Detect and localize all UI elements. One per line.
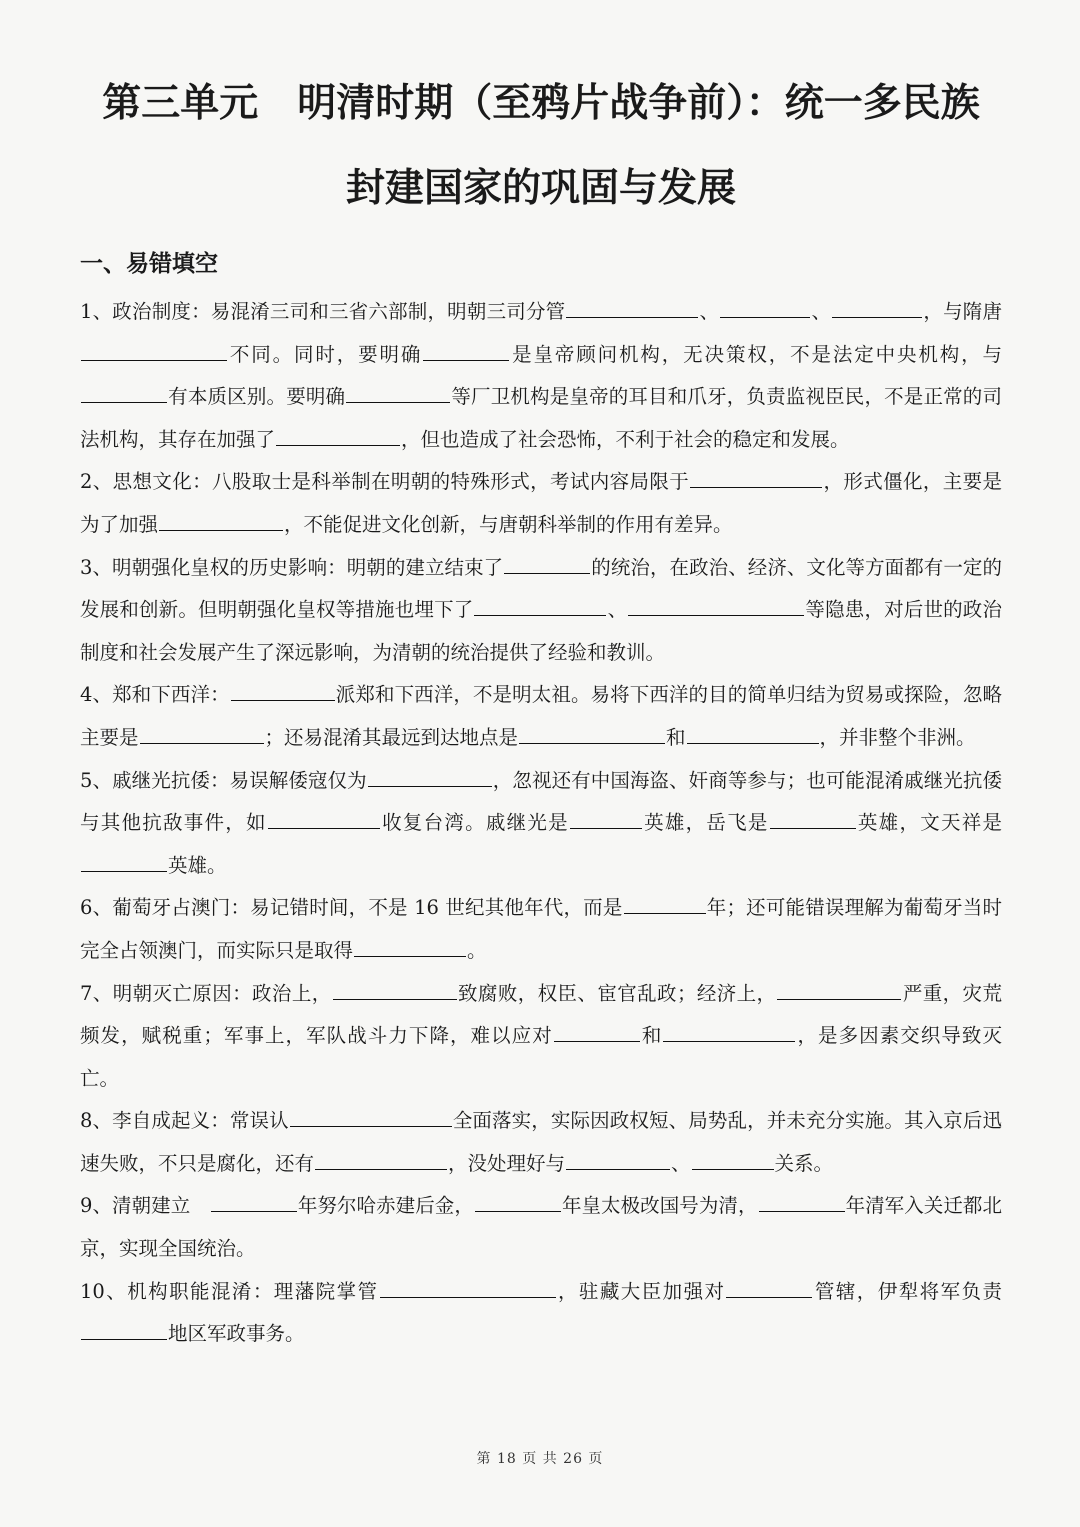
blank[interactable]	[231, 678, 335, 701]
question-10: 10、机构职能混淆：理藩院掌管 ，驻藏大臣加强对 管辖，伊犁将军负责地区军政事务。	[80, 1271, 1002, 1356]
blank[interactable]	[554, 1019, 640, 1042]
blank[interactable]	[770, 806, 856, 829]
blank[interactable]	[315, 1146, 447, 1169]
question-2: 2、思想文化：八股取士是科举制在明朝的特殊形式，考试内容局限于 ，形式僵化，主要是为了加强 ，不能促进文化创新，与唐朝科举制的作用有差异。	[80, 461, 1002, 546]
blank[interactable]	[628, 593, 804, 616]
question-7: 7、明朝灭亡原因：政治上， 致腐败，权臣、宦官乱政；经济上， 严重，灾荒频发，赋税重；军事上，军队战斗力下降，难以应对 和 ，是多因素交织导致灭亡。	[80, 973, 1002, 1101]
page-title-line-1: 第三单元 明清时期（至鸦片战争前）：统一多民族	[102, 81, 980, 126]
page-footer: 第 18 页 共 26 页	[476, 1451, 604, 1467]
blank[interactable]	[333, 976, 457, 999]
blank[interactable]	[692, 1146, 774, 1169]
blank[interactable]	[140, 721, 264, 744]
blank[interactable]	[726, 1274, 812, 1297]
blank[interactable]	[81, 1317, 167, 1340]
question-4: 4、郑和下西洋： 派郑和下西洋，不是明太祖。易将下西洋的目的简单归结为贸易或探险，忽略主要是 ；还易混淆其最远到达地点是 和 ，并非整个非洲。	[80, 674, 1002, 759]
blank[interactable]	[81, 848, 167, 871]
blank[interactable]	[759, 1189, 845, 1212]
blank[interactable]	[624, 891, 706, 914]
blank[interactable]	[290, 1104, 452, 1127]
blank[interactable]	[81, 337, 227, 360]
blank[interactable]	[570, 806, 642, 829]
blank[interactable]	[720, 295, 810, 318]
question-9: 9、清朝建立 年努尔哈赤建后金， 年皇太极改国号为清， 年清军入关迁都北京，实现全国统治。	[80, 1185, 1002, 1270]
question-6: 6、葡萄牙占澳门：易记错时间，不是 16 世纪其他年代，而是 年；还可能错误理解为葡萄牙当时完全占领澳门，而实际只是取得 。	[80, 887, 1002, 972]
blank[interactable]	[346, 380, 450, 403]
page-title-line-2: 封建国家的巩固与发展	[345, 166, 736, 211]
blank[interactable]	[354, 933, 466, 956]
blank[interactable]	[423, 337, 509, 360]
blank[interactable]	[777, 976, 901, 999]
section-heading: 一、易错填空	[80, 251, 218, 277]
question-1: 1、政治制度：易混淆三司和三省六部制，明朝三司分管 、 、 ，与隋唐不同。同时，要明确 是皇帝顾问机构，无决策权，不是法定中央机构，与有本质区别。要明确 等厂卫机构是皇帝的耳目和爪牙，负责监视臣民，不是正常的司法机构，其存在加强了 ，但也造成了社会恐怖，不利于社会的稳定和发展。	[80, 291, 1002, 461]
blank[interactable]	[368, 763, 492, 786]
blank[interactable]	[475, 1189, 561, 1212]
blank[interactable]	[690, 465, 822, 488]
blank[interactable]	[474, 593, 606, 616]
blank[interactable]	[687, 721, 819, 744]
blank[interactable]	[504, 550, 590, 573]
question-3: 3、明朝强化皇权的历史影响：明朝的建立结束了 的统治，在政治、经济、文化等方面都有一定的发展和创新。但明朝强化皇权等措施也埋下了 、 等隐患，对后世的政治制度和社会发展产生了深远影响，为清朝的统治提供了经验和教训。	[80, 547, 1002, 675]
blank[interactable]	[566, 295, 698, 318]
blank[interactable]	[276, 422, 400, 445]
blank[interactable]	[832, 295, 922, 318]
blank[interactable]	[268, 806, 380, 829]
blank[interactable]	[211, 1189, 297, 1212]
blank[interactable]	[566, 1146, 670, 1169]
blank[interactable]	[663, 1019, 795, 1042]
blank[interactable]	[519, 721, 665, 744]
blank[interactable]	[81, 380, 167, 403]
question-5: 5、戚继光抗倭：易误解倭寇仅为 ，忽视还有中国海盗、奸商等参与；也可能混淆戚继光抗倭与其他抗敌事件，如 收复台湾。戚继光是 英雄，岳飞是 英雄，文天祥是英雄。	[80, 760, 1002, 888]
question-8: 8、李自成起义：常误认 全面落实，实际因政权短、局势乱，并未充分实施。其入京后迅速失败，不只是腐化，还有 ，没处理好与 、 关系。	[80, 1100, 1002, 1185]
blank[interactable]	[380, 1274, 556, 1297]
blank[interactable]	[159, 508, 283, 531]
